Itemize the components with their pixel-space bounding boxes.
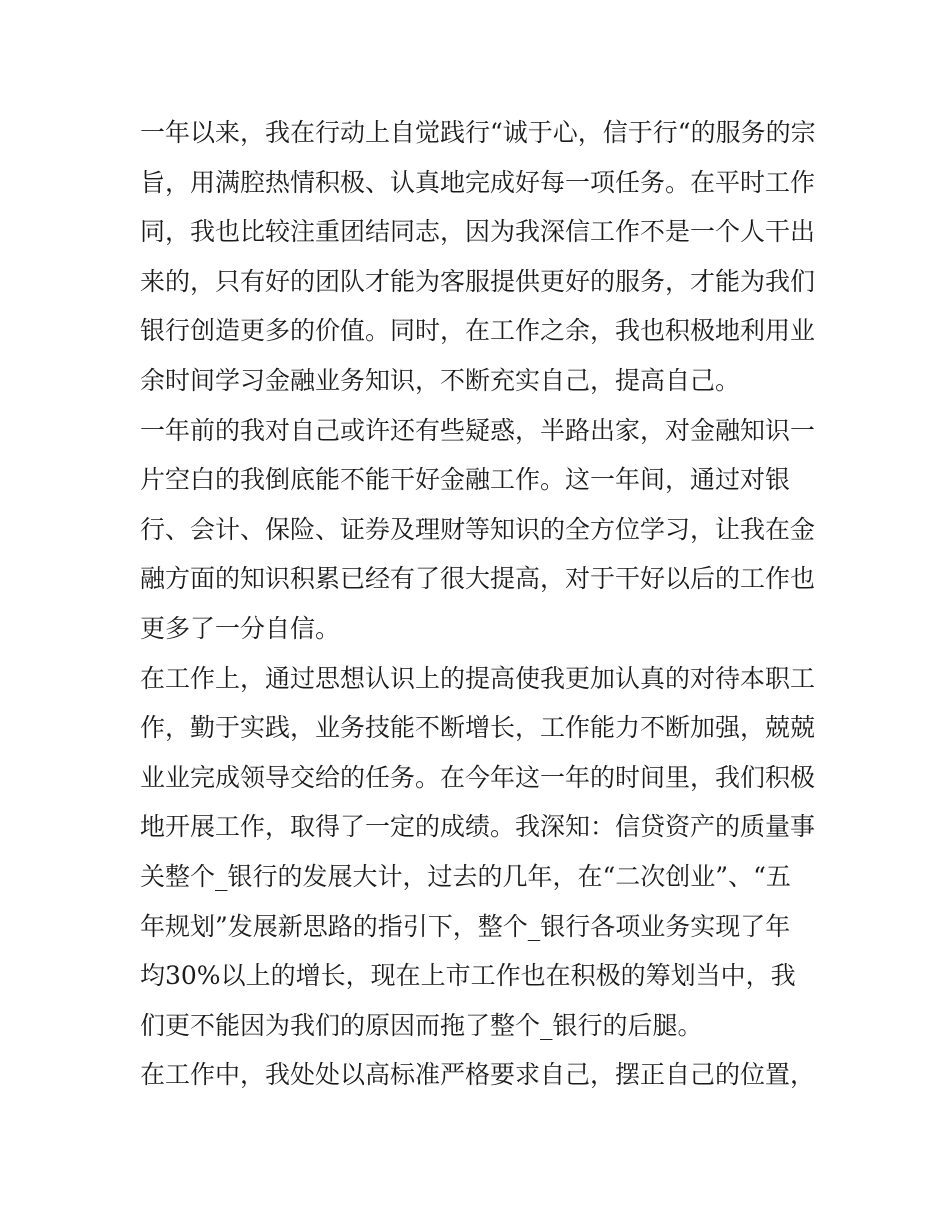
text-line: 们更不能因为我们的原因而拖了整个_银行的后腿。 [140,1010,703,1040]
text-line: 在工作上，通过思想认识上的提高使我更加认真的对待本职工 [140,663,816,693]
paragraph-2 [140,406,820,654]
text-line: 均30%以上的增长，现在上市工作也在积极的筹划当中，我 [140,961,796,991]
paragraph-1 [140,108,820,406]
text-line: 地开展工作，取得了一定的成绩。我深知：信贷资产的质量事 [140,812,816,842]
text-line: 片空白的我倒底能不能干好金融工作。这一年间，通过对银 [140,465,791,495]
text-line: 旨，用满腔热情积极、认真地完成好每一项任务。在平时工作 [140,167,816,197]
text-line: 同，我也比较注重团结同志，因为我深信工作不是一个人干出 [140,217,816,247]
paragraph-4 [140,1050,820,1100]
text-line: 银行创造更多的价值。同时，在工作之余，我也积极地利用业 [140,316,816,346]
text-line: 业业完成领导交给的任务。在今年这一年的时间里，我们积极 [140,762,816,792]
text-line: 年规划”发展新思路的指引下，整个_银行各项业务实现了年 [140,911,791,941]
text-line: 在工作中，我处处以高标准严格要求自己，摆正自己的位置， [140,1060,816,1090]
text-line: 融方面的知识积累已经有了很大提高，对于干好以后的工作也 [140,564,816,594]
document-body [140,108,820,1100]
text-line: 作，勤于实践，业务技能不断增长，工作能力不断加强，兢兢 [140,713,816,743]
text-line: 余时间学习金融业务知识，不断充实自己，提高自己。 [140,365,741,395]
text-line: 一年前的我对自己或许还有些疑惑，半路出家，对金融知识一 [140,415,816,445]
text-line: 来的，只有好的团队才能为客服提供更好的服务，才能为我们 [140,266,816,296]
text-line: 一年以来，我在行动上自觉践行“诚于心，信于行“的服务的宗 [140,118,816,147]
text-line: 更多了一分自信。 [140,613,341,643]
text-line: 行、会计、保险、证券及理财等知识的全方位学习，让我在金 [140,514,816,544]
text-line: 关整个_银行的发展大计，过去的几年，在“二次创业”、“五 [140,861,791,891]
paragraph-3 [140,654,820,1051]
